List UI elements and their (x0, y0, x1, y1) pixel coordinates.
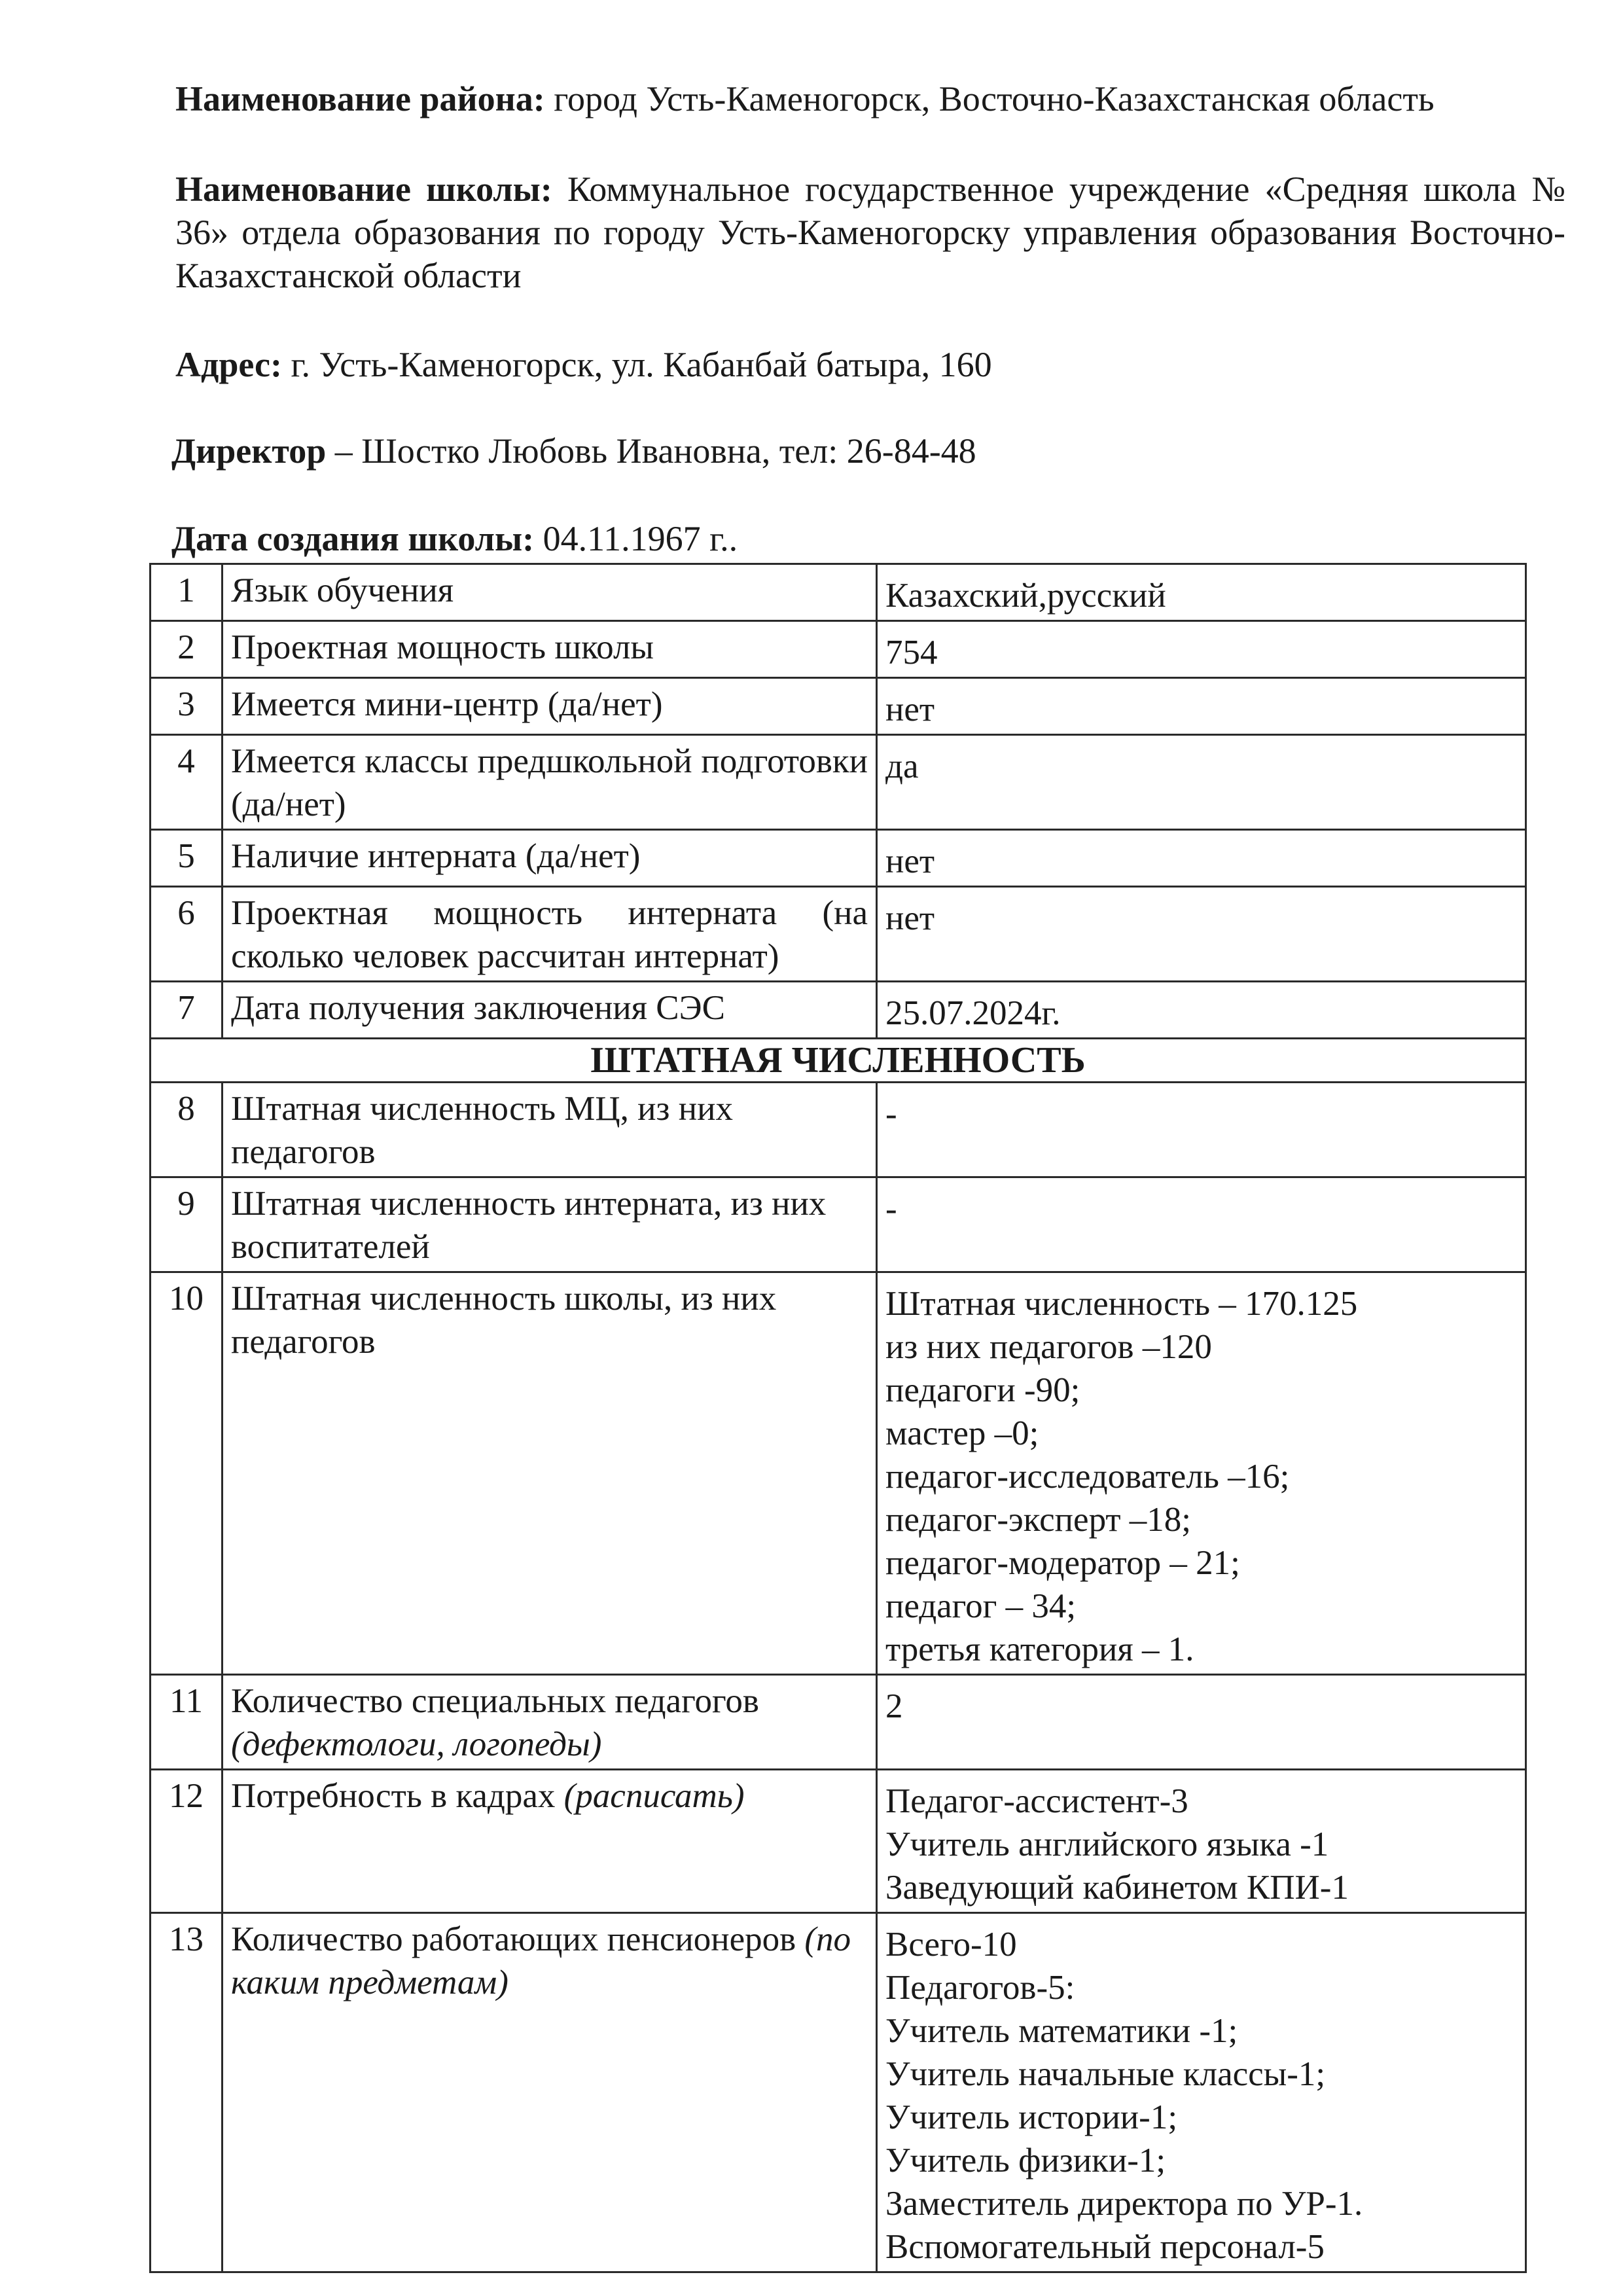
row-number: 11 (151, 1675, 223, 1770)
table-row (151, 982, 1526, 1039)
director-line (171, 429, 976, 473)
row-value (877, 1675, 1526, 1770)
row-value-line: Учитель английского языка -1 (885, 1825, 1329, 1863)
row-value: да (877, 735, 1526, 830)
row-value: нет (877, 887, 1526, 982)
row-value (877, 1083, 1526, 1177)
row-value-line: - (885, 1095, 897, 1133)
director-label: Директор (171, 431, 327, 471)
row-label-note: (по каким предметам) (231, 1920, 851, 2001)
row-value (877, 1272, 1526, 1675)
row-value-line: Учитель начальные классы-1; (885, 2055, 1326, 2093)
row-number: 1 (151, 564, 223, 621)
row-label: Проектная мощность интерната (на сколько человек рассчитан интернат) (223, 887, 877, 982)
school-info-table (149, 563, 1527, 2273)
row-value-line: третья категория – 1. (885, 1630, 1194, 1668)
row-label-note: (расписать) (563, 1777, 745, 1815)
row-value (877, 1913, 1526, 2272)
address-line (175, 343, 992, 386)
row-value-line: Всего-10 (885, 1926, 1017, 1964)
row-label-note: (дефектологи, логопеды) (231, 1725, 602, 1763)
row-number: 5 (151, 830, 223, 887)
school-value: Коммунальное государственное учреждение «Средняя школа № 36» отдела образования по городу Усть-Каменогорску управления образования Восточно-Казахстанской области (175, 170, 1565, 295)
school-paragraph (175, 168, 1565, 297)
founded-label: Дата создания школы: (171, 519, 535, 558)
table-row (151, 1272, 1526, 1675)
table-row (151, 830, 1526, 887)
row-label-text: Количество работающих пенсионеров (231, 1920, 805, 1958)
row-number: 10 (151, 1272, 223, 1675)
table-row (151, 678, 1526, 735)
table-bottom-rows (151, 1083, 1526, 2272)
row-label-text: Штатная численность МЦ, из них педагогов (231, 1090, 733, 1171)
row-value (877, 1770, 1526, 1913)
address-label: Адрес: (175, 345, 282, 384)
row-number: 2 (151, 621, 223, 678)
row-number: 12 (151, 1770, 223, 1913)
row-value-line: - (885, 1190, 897, 1228)
row-value-line: Штатная численность – 170.125 (885, 1285, 1358, 1323)
row-number: 4 (151, 735, 223, 830)
row-label (223, 1770, 877, 1913)
row-label (223, 1913, 877, 2272)
row-label: Имеется мини-центр (да/нет) (223, 678, 877, 735)
row-value-line: педагог-исследователь –16; (885, 1458, 1290, 1496)
row-value-line: из них педагогов –120 (885, 1328, 1212, 1366)
table-row (151, 564, 1526, 621)
row-number: 3 (151, 678, 223, 735)
row-label-text: Потребность в кадрах (231, 1777, 564, 1815)
address-value: г. Усть-Каменогорск, ул. Кабанбай батыра, 160 (281, 345, 992, 384)
founded-line (171, 517, 738, 560)
row-label-text: Штатная численность школы, из них педагогов (231, 1280, 777, 1361)
row-value-line: Учитель физики-1; (885, 2142, 1166, 2179)
row-value-line: Педагогов-5: (885, 1969, 1075, 2007)
row-value-line: 2 (885, 1687, 903, 1725)
row-number: 6 (151, 887, 223, 982)
table-row (151, 621, 1526, 678)
table-row (151, 1913, 1526, 2272)
row-label: Наличие интерната (да/нет) (223, 830, 877, 887)
row-number: 7 (151, 982, 223, 1039)
table-row (151, 1177, 1526, 1272)
row-value-line: Вспомогательный персонал-5 (885, 2228, 1325, 2266)
row-value: Казахский,русский (877, 564, 1526, 621)
row-value-line: педагоги -90; (885, 1371, 1080, 1409)
row-label: Дата получения заключения СЭС (223, 982, 877, 1039)
row-value: нет (877, 678, 1526, 735)
school-label: Наименование школы: (175, 170, 552, 209)
table-section (151, 1039, 1526, 1083)
row-label (223, 1177, 877, 1272)
table-row (151, 1675, 1526, 1770)
row-value-line: мастер –0; (885, 1414, 1039, 1452)
row-value-line: Заведующий кабинетом КПИ-1 (885, 1869, 1349, 1907)
section-title: ШТАТНАЯ ЧИСЛЕННОСТЬ (151, 1039, 1526, 1083)
table-top-rows (151, 564, 1526, 1039)
row-number: 13 (151, 1913, 223, 2272)
row-value-line: педагог – 34; (885, 1587, 1077, 1625)
row-value-line: Педагог-ассистент-3 (885, 1782, 1188, 1820)
row-label: Имеется классы предшкольной подготовки (да/нет) (223, 735, 877, 830)
row-value-line: Учитель математики -1; (885, 2012, 1238, 2050)
row-label (223, 1272, 877, 1675)
row-value-line: Заместитель директора по УР-1. (885, 2185, 1363, 2223)
table-row (151, 1770, 1526, 1913)
row-value-line: Учитель истории-1; (885, 2098, 1178, 2136)
row-value-line: педагог-модератор – 21; (885, 1544, 1240, 1582)
district-label: Наименование района: (175, 79, 545, 118)
row-label (223, 1083, 877, 1177)
table-row (151, 887, 1526, 982)
district-line (175, 77, 1435, 120)
district-value: город Усть-Каменогорск, Восточно-Казахстанская область (544, 79, 1435, 118)
row-label-text: Штатная численность интерната, из них воспитателей (231, 1185, 827, 1266)
table-row (151, 735, 1526, 830)
row-value: 754 (877, 621, 1526, 678)
row-value (877, 1177, 1526, 1272)
row-label-text: Количество специальных педагогов (231, 1682, 759, 1720)
row-label: Язык обучения (223, 564, 877, 621)
section-header-row (151, 1039, 1526, 1083)
row-number: 8 (151, 1083, 223, 1177)
row-label: Проектная мощность школы (223, 621, 877, 678)
row-label (223, 1675, 877, 1770)
founded-value: 04.11.1967 г.. (534, 519, 738, 558)
row-value: нет (877, 830, 1526, 887)
row-value-line: педагог-эксперт –18; (885, 1501, 1192, 1539)
row-value: 25.07.2024г. (877, 982, 1526, 1039)
director-value: – Шостко Любовь Ивановна, тел: 26-84-48 (326, 431, 976, 471)
row-number: 9 (151, 1177, 223, 1272)
table-row (151, 1083, 1526, 1177)
